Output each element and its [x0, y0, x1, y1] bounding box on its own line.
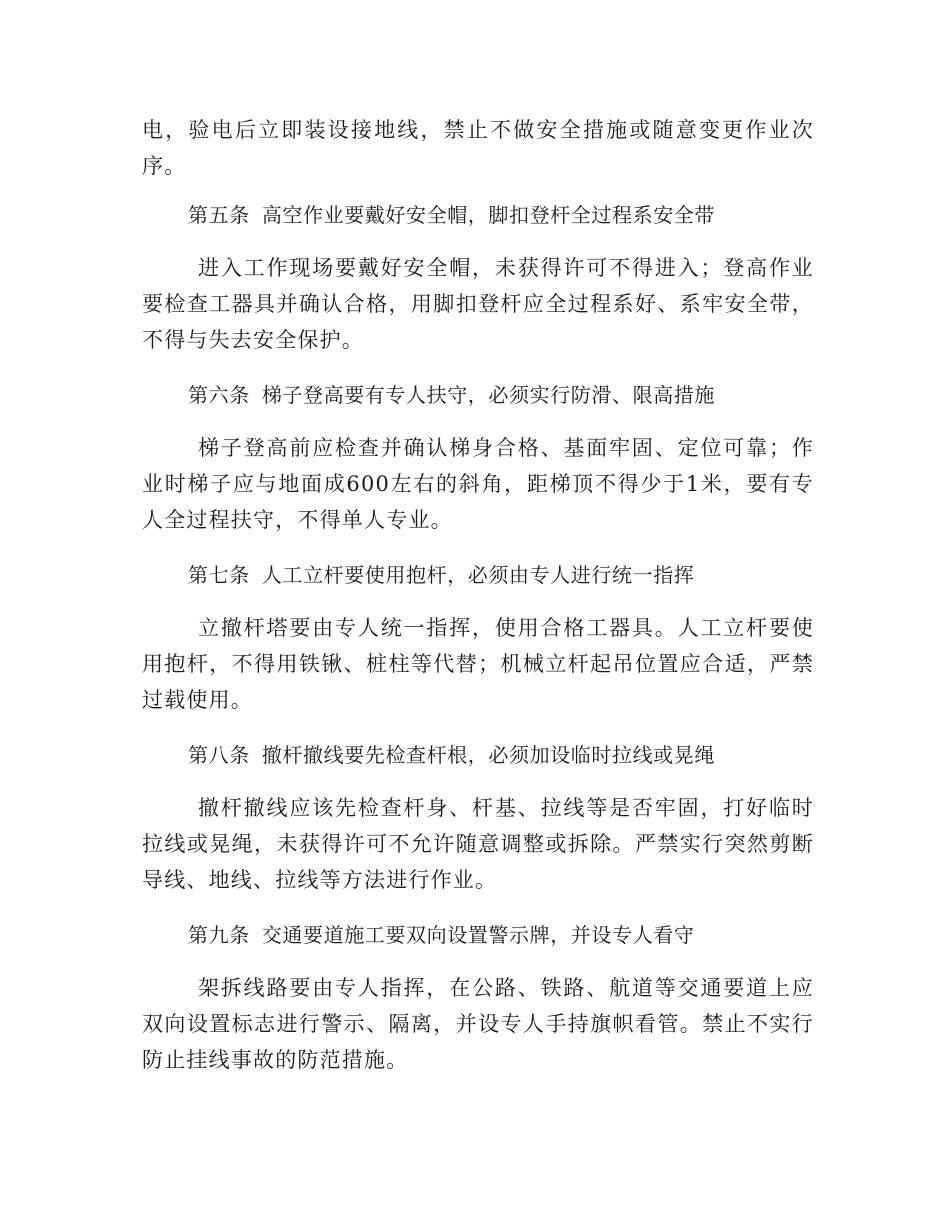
article-body: 梯子登高前应检查并确认梯身合格、基面牢固、定位可靠；作业时梯子应与地面成600左右的斜角，距梯顶不得少于1米，要有专人全过程扶守，不得单人专业。	[142, 436, 814, 532]
article-heading	[188, 739, 715, 771]
article-heading	[188, 919, 694, 951]
article-number: 第九条	[188, 923, 250, 947]
article-title: 梯子登高要有专人扶守，必须实行防滑、限高措施	[261, 383, 716, 407]
article-title: 人工立杆要使用抱杆，必须由专人进行统一指挥	[261, 563, 695, 587]
article-title: 撤杆撤线要先检查杆根，必须加设临时拉线或晃绳	[261, 743, 716, 767]
article-body: 撤杆撤线应该先检查杆身、杆基、拉线等是否牢固，打好临时拉线或晃绳，未获得许可不允许随意调整或拆除。严禁实行突然剪断导线、地线、拉线等方法进行作业。	[142, 796, 814, 892]
article-number: 第五条	[188, 203, 250, 227]
article-body: 架拆线路要由专人指挥，在公路、铁路、航道等交通要道上应双向设置标志进行警示、隔离，并设专人手持旗帜看管。禁止不实行防止挂线事故的防范措施。	[142, 976, 814, 1072]
article-number: 第六条	[188, 383, 250, 407]
article-body: 进入工作现场要戴好安全帽，未获得许可不得进入；登高作业要检查工器具并确认合格，用脚扣登杆应全过程系好、系牢安全带，不得与失去安全保护。	[142, 256, 814, 352]
article-heading	[188, 559, 694, 591]
article-heading	[188, 199, 715, 231]
article-title: 高空作业要戴好安全帽，脚扣登杆全过程系安全带	[261, 203, 716, 227]
continuation-paragraph: 电，验电后立即装设接地线，禁止不做安全措施或随意变更作业次序。	[142, 118, 814, 178]
article-title: 交通要道施工要双向设置警示牌，并设专人看守	[261, 923, 695, 947]
article-number: 第八条	[188, 743, 250, 767]
article-number: 第七条	[188, 563, 250, 587]
article-body: 立撤杆塔要由专人统一指挥，使用合格工器具。人工立杆要使用抱杆，不得用铁锹、桩柱等代替；机械立杆起吊位置应合适，严禁过载使用。	[142, 616, 814, 712]
article-heading	[188, 379, 715, 411]
